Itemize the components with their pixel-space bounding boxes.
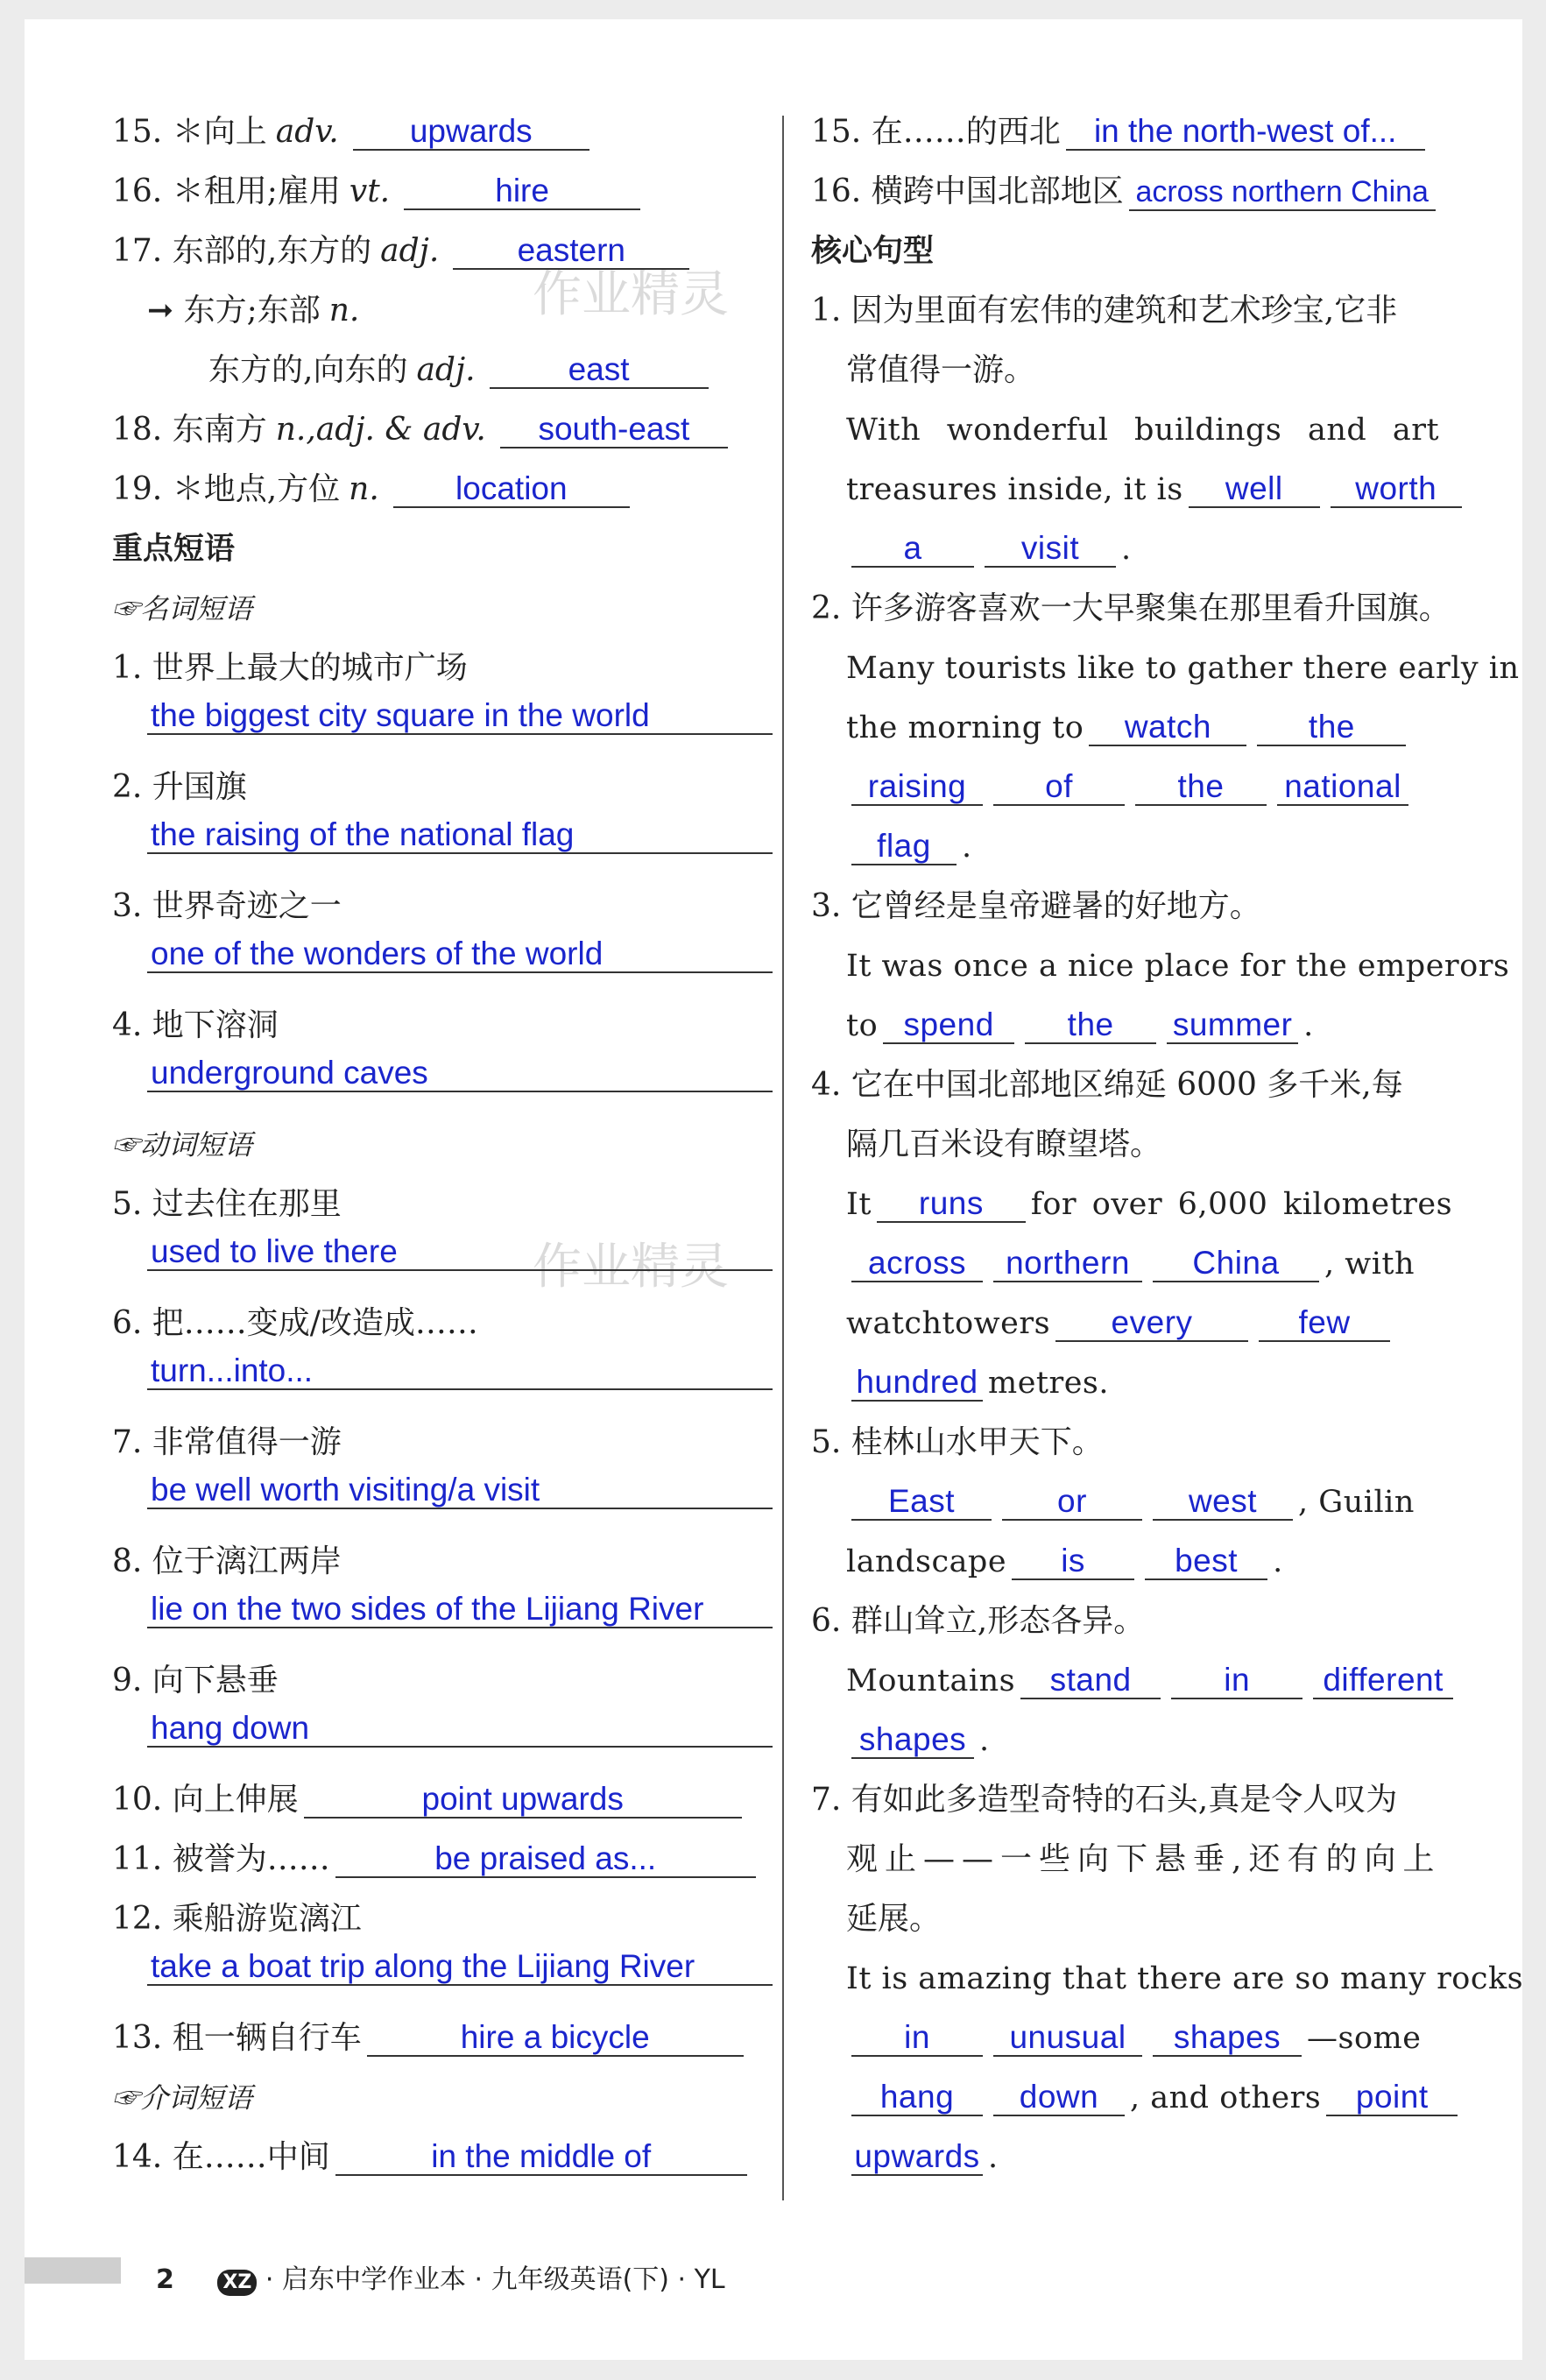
sentence-zh: 常值得一游。 (846, 352, 1036, 388)
answer-blank[interactable]: west (1153, 1484, 1293, 1521)
answer-blank[interactable]: East (851, 1484, 992, 1521)
sentence-zh: 延展。 (846, 1901, 942, 1937)
answer-blank[interactable]: summer (1167, 1007, 1298, 1044)
sentence-zh: 7. 有如此多造型奇特的石头,真是令人叹为 (811, 1782, 1398, 1818)
answer-blank[interactable]: used to live there (147, 1234, 773, 1271)
vocab-item: ➞ 东方;东部 n. (147, 293, 360, 328)
sentence-en: upwards . (811, 2128, 1512, 2187)
answer-blank[interactable]: stand (1020, 1663, 1161, 1699)
workbook-page (25, 19, 1522, 2360)
sentence-en: It was once a nice place for the emperors (846, 949, 1510, 984)
answer-blank[interactable]: the (1257, 710, 1406, 746)
sentence-zh: 隔几百米设有瞭望塔。 (846, 1126, 1162, 1162)
answer-blank[interactable]: different (1313, 1663, 1453, 1699)
answer-blank[interactable]: northern (993, 1246, 1142, 1282)
right-column (811, 102, 1524, 2187)
phrase-item: 11. 被誉为…… be praised as... (112, 1830, 795, 1889)
publisher-badge: XZ (217, 2270, 257, 2296)
answer-blank[interactable]: the (1025, 1007, 1156, 1044)
answer-blank[interactable]: be praised as... (335, 1841, 756, 1878)
phrase-item: 13. 租一辆自行车 hire a bicycle (112, 2009, 795, 2068)
sentence-en: It is amazing that there are so many rocks (846, 1961, 1524, 1996)
sentence-zh: 1. 因为里面有宏伟的建筑和艺术珍宝,它非 (811, 293, 1398, 328)
phrase-question: 6. 把……变成/改造成…… (112, 1305, 478, 1341)
answer-blank[interactable]: hang down (147, 1711, 773, 1748)
answer-blank[interactable]: visit (985, 531, 1116, 568)
answer-blank[interactable]: one of the wonders of the world (147, 936, 773, 973)
answer-blank[interactable]: well (1189, 471, 1320, 508)
vocab-item: 18. 东南方 n.,adj. & adv. south-east (112, 400, 795, 460)
sentence-en: watchtowers every few (811, 1294, 1512, 1353)
footer-bar (25, 2257, 121, 2284)
phrase-question: 7. 非常值得一游 (112, 1424, 342, 1460)
subsection-title: ☞介词短语 (112, 2081, 253, 2115)
sentence-en (811, 758, 1512, 817)
answer-blank[interactable]: shapes (851, 1722, 974, 1759)
answer-blank[interactable]: across (851, 1246, 983, 1282)
sentence-zh: 4. 它在中国北部地区绵延 6000 多千米,每 (811, 1067, 1403, 1103)
answer-blank[interactable]: hundred (851, 1365, 983, 1402)
section-title: 重点短语 (112, 532, 236, 567)
answer-blank[interactable]: flag (851, 829, 957, 865)
answer-blank[interactable]: take a boat trip along the Lijiang River (147, 1949, 773, 1986)
answer-blank[interactable]: across northern China (1129, 174, 1436, 211)
answer-blank[interactable]: be well worth visiting/a visit (147, 1472, 773, 1509)
answer-blank[interactable]: point upwards (304, 1782, 742, 1819)
answer-blank[interactable]: of (993, 769, 1125, 806)
sentence-en: hundred metres. (811, 1353, 1512, 1413)
sentence-en: shapes . (811, 1711, 1512, 1770)
answer-blank[interactable]: lie on the two sides of the Lijiang River (147, 1592, 773, 1628)
answer-blank[interactable]: hire (404, 173, 640, 210)
answer-blank[interactable]: the (1135, 769, 1267, 806)
sentence-en: across northern China , with (811, 1234, 1512, 1294)
phrase-question: 4. 地下溶洞 (112, 1007, 279, 1043)
sentence-en: Many tourists like to gather there early in (846, 651, 1520, 686)
sentence-en: landscape is best . (846, 1543, 1283, 1579)
answer-blank[interactable]: best (1145, 1543, 1267, 1580)
phrase-item: 15. 在……的西北 in the north-west of... (811, 102, 1512, 162)
sentence-en: flag . (811, 817, 1512, 877)
answer-blank[interactable]: point (1326, 2080, 1458, 2116)
answer-blank[interactable]: in the north-west of... (1066, 114, 1425, 151)
subsection-title: ☞名词短语 (112, 592, 253, 625)
answer-blank[interactable]: the raising of the national flag (147, 817, 773, 854)
answer-blank[interactable]: shapes (1153, 2020, 1302, 2057)
sentence-en: East or west , Guilin (811, 1472, 1512, 1532)
sentence-zh: 6. 群山耸立,形态各异。 (811, 1603, 1146, 1639)
sentence-en: Mountains stand in different (811, 1651, 1512, 1711)
footer-text: · 启东中学作业本 · 九年级英语(下) · YL (265, 2264, 725, 2295)
vocab-item: 15. ＊向上 adv. upwards (112, 102, 795, 162)
phrase-item: 16. 横跨中国北部地区 across northern China (811, 162, 1512, 222)
sentence-en: It runs for over 6,000 kilometres (846, 1185, 1453, 1222)
answer-blank[interactable]: or (1002, 1484, 1142, 1521)
answer-blank[interactable]: unusual (993, 2020, 1142, 2057)
answer-blank[interactable]: few (1259, 1305, 1390, 1342)
answer-blank[interactable]: upwards (353, 114, 589, 151)
sentence-zh: 5. 桂林山水甲天下。 (811, 1424, 1104, 1460)
page-number: 2 (156, 2264, 174, 2295)
left-column (112, 102, 795, 2187)
sentence-en: in unusual shapes —some (811, 2009, 1512, 2068)
sentence-en: the morning to watch the (811, 698, 1512, 758)
answer-blank[interactable]: in the middle of (335, 2139, 747, 2176)
phrase-question: 8. 位于漓江两岸 (112, 1543, 342, 1579)
sentence-en: treasures inside, it is well worth (811, 460, 1512, 519)
answer-blank[interactable]: a (851, 531, 974, 568)
phrase-question: 3. 世界奇迹之一 (112, 888, 342, 924)
answer-blank[interactable]: hang (851, 2080, 983, 2116)
answer-blank[interactable]: east (490, 352, 709, 389)
phrase-item: 10. 向上伸展 point upwards (112, 1770, 795, 1830)
sentence-en: to spend the summer . (846, 1006, 1314, 1043)
answer-blank[interactable]: runs (877, 1186, 1026, 1223)
phrase-question: 2. 升国旗 (112, 769, 247, 805)
sentence-zh: 3. 它曾经是皇帝避暑的好地方。 (811, 888, 1261, 924)
sentence-en: hang down , and others point (811, 2068, 1512, 2128)
watermark: 作业精灵 (533, 266, 729, 323)
answer-blank[interactable]: down (993, 2080, 1125, 2116)
answer-blank[interactable]: the biggest city square in the world (147, 698, 773, 735)
phrase-question: 1. 世界上最大的城市广场 (112, 650, 468, 686)
watermark: 作业精灵 (533, 1239, 729, 1296)
answer-blank[interactable]: in (1171, 1663, 1302, 1699)
answer-blank[interactable]: hire a bicycle (367, 2020, 744, 2057)
answer-blank[interactable]: in (851, 2020, 983, 2057)
sentence-zh: 观止——一些向下悬垂,还有的向上 (846, 1841, 1442, 1877)
section-title: 核心句型 (811, 234, 935, 269)
answer-blank[interactable]: eastern (453, 233, 689, 270)
answer-blank[interactable]: watch (1089, 710, 1246, 746)
phrase-question: 12. 乘船游览漓江 (112, 1901, 362, 1937)
subsection-title: ☞动词短语 (112, 1128, 253, 1162)
phrase-question: 9. 向下悬垂 (112, 1663, 279, 1698)
phrase-item: 14. 在……中间 in the middle of (112, 2128, 795, 2187)
answer-blank[interactable]: turn...into... (147, 1353, 773, 1390)
answer-blank[interactable]: underground caves (147, 1056, 773, 1092)
answer-blank[interactable]: national (1277, 769, 1408, 806)
answer-blank[interactable]: location (393, 471, 630, 508)
answer-blank[interactable]: worth (1331, 471, 1462, 508)
sentence-zh: 2. 许多游客喜欢一大早聚集在那里看升国旗。 (811, 590, 1451, 626)
answer-blank[interactable]: south-east (500, 412, 728, 448)
phrase-question: 5. 过去住在那里 (112, 1186, 342, 1222)
sentence-en: a visit . (811, 519, 1512, 579)
sentence-en: With wonderful buildings and art (846, 413, 1440, 448)
vocab-item: 16. ＊租用;雇用 vt. hire (112, 162, 795, 222)
vocab-item: 19. ＊地点,方位 n. location (112, 460, 795, 519)
answer-blank[interactable]: every (1055, 1305, 1248, 1342)
vocab-item: 17. 东部的,东方的 adj. eastern (112, 222, 795, 281)
answer-blank[interactable]: raising (851, 769, 983, 806)
page-footer (156, 2257, 725, 2296)
answer-blank[interactable]: is (1012, 1543, 1134, 1580)
answer-blank[interactable]: China (1153, 1246, 1319, 1282)
vocab-item: 东方的,向东的 adj. east (112, 341, 795, 400)
answer-blank[interactable]: spend (883, 1007, 1014, 1044)
answer-blank[interactable]: upwards (851, 2139, 983, 2176)
